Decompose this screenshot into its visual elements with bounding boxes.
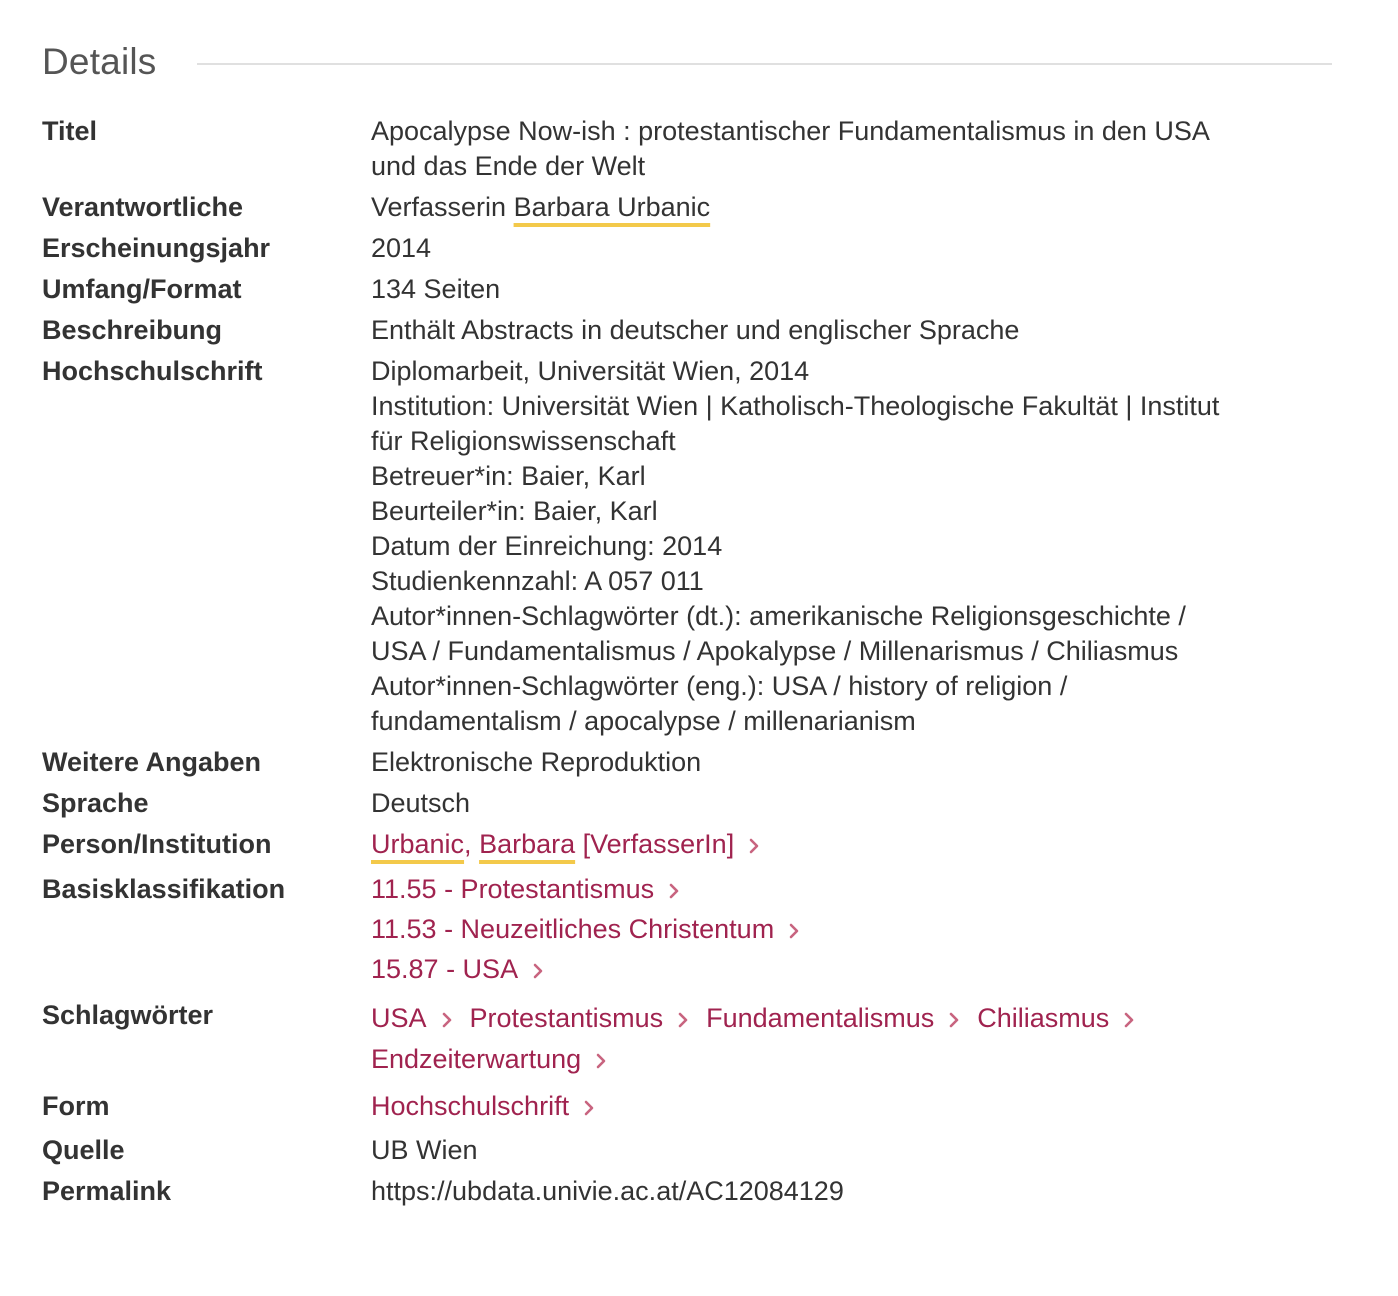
label-permalink: Permalink	[42, 1176, 172, 1206]
section-title: Details	[42, 41, 157, 82]
classification-link[interactable]: 11.53 - Neuzeitliches Christentum	[371, 914, 775, 944]
row-verantwortliche	[42, 190, 1342, 225]
classification-item	[371, 872, 1332, 907]
keyword-link[interactable]: Fundamentalismus	[706, 1003, 935, 1033]
thesis-line: Diplomarbeit, Universität Wien, 2014	[371, 356, 810, 386]
chevron-right-icon[interactable]	[532, 962, 545, 980]
keyword-item	[977, 998, 1136, 1039]
label-sprache: Sprache	[42, 788, 149, 818]
keyword-item	[371, 998, 454, 1039]
row-schlagwoerter	[42, 998, 1342, 1080]
keyword-item	[470, 998, 691, 1039]
row-person	[42, 827, 1342, 862]
classification-link[interactable]: 11.55 - Protestantismus	[371, 874, 655, 904]
thesis-line: Autor*innen-Schlagwörter (dt.): amerikanische Religionsgeschichte /	[371, 601, 1186, 631]
value-permalink: https://ubdata.univie.ac.at/AC12084129	[371, 1176, 844, 1206]
label-schlagwoerter: Schlagwörter	[42, 1000, 214, 1030]
row-form	[42, 1086, 1342, 1127]
value-quelle: UB Wien	[371, 1135, 478, 1165]
chevron-right-icon[interactable]	[748, 837, 761, 855]
label-hochschulschrift: Hochschulschrift	[42, 356, 263, 386]
thesis-line: Betreuer*in: Baier, Karl	[371, 461, 646, 491]
value-erscheinungsjahr: 2014	[371, 233, 432, 263]
row-hochschulschrift	[42, 354, 1342, 739]
value-hochschulschrift	[371, 354, 1342, 739]
label-erscheinungsjahr: Erscheinungsjahr	[42, 233, 271, 263]
thesis-line: Datum der Einreichung: 2014	[371, 531, 723, 561]
thesis-line: Studienkennzahl: A 057 011	[371, 566, 704, 596]
row-permalink	[42, 1174, 1342, 1209]
value-basisklassifikation	[371, 872, 1342, 992]
chevron-right-icon[interactable]	[677, 1011, 690, 1029]
thesis-line: Beurteiler*in: Baier, Karl	[371, 496, 658, 526]
keyword-link[interactable]: Chiliasmus	[977, 1003, 1110, 1033]
keyword-link[interactable]: Endzeiterwartung	[371, 1044, 582, 1074]
thesis-line: Autor*innen-Schlagwörter (eng.): USA / history of religion /	[371, 671, 1068, 701]
titel-line: und das Ende der Welt	[371, 151, 646, 181]
keyword-link[interactable]: USA	[371, 1003, 427, 1033]
thesis-line: USA / Fundamentalismus / Apokalypse / Millenarismus / Chiliasmus	[371, 636, 1179, 666]
keyword-item	[371, 1039, 608, 1080]
label-umfang: Umfang/Format	[42, 274, 242, 304]
value-umfang: 134 Seiten	[371, 274, 501, 304]
author-name: Barbara Urbanic	[513, 192, 711, 222]
section-header	[42, 38, 1332, 86]
person-surname: Urbanic	[371, 829, 465, 859]
chevron-right-icon[interactable]	[948, 1011, 961, 1029]
value-weitere-angaben: Elektronische Reproduktion	[371, 747, 702, 777]
keyword-link[interactable]: Protestantismus	[469, 1003, 664, 1033]
label-titel: Titel	[42, 116, 98, 146]
label-beschreibung: Beschreibung	[42, 315, 223, 345]
label-basisklassifikation: Basisklassifikation	[42, 874, 286, 904]
role-prefix: Verfasserin	[371, 192, 514, 222]
section-divider	[197, 63, 1333, 65]
titel-line: Apocalypse Now-ish : protestantischer Fundamentalismus in den USA	[371, 116, 1210, 146]
row-erscheinungsjahr	[42, 231, 1342, 266]
classification-link[interactable]: 15.87 - USA	[371, 954, 519, 984]
label-quelle: Quelle	[42, 1135, 125, 1165]
person-link[interactable]	[371, 829, 734, 859]
value-beschreibung: Enthält Abstracts in deutscher und englischer Sprache	[371, 315, 1020, 345]
row-titel	[42, 114, 1342, 184]
label-form: Form	[42, 1091, 110, 1121]
keyword-item	[706, 998, 961, 1039]
chevron-right-icon[interactable]	[441, 1011, 454, 1029]
value-verantwortliche	[371, 190, 1342, 225]
thesis-line: fundamentalism / apocalypse / millenarianism	[371, 706, 916, 736]
chevron-right-icon[interactable]	[595, 1052, 608, 1070]
label-weitere-angaben: Weitere Angaben	[42, 747, 262, 777]
classification-item	[371, 952, 1332, 987]
value-sprache: Deutsch	[371, 788, 471, 818]
form-link[interactable]: Hochschulschrift	[371, 1091, 570, 1121]
label-person: Person/Institution	[42, 829, 272, 859]
label-verantwortliche: Verantwortliche	[42, 192, 244, 222]
value-titel	[371, 114, 1342, 184]
chevron-right-icon[interactable]	[788, 922, 801, 940]
row-sprache	[42, 786, 1342, 821]
person-forename: Barbara	[479, 829, 576, 859]
classification-item	[371, 912, 1332, 947]
row-umfang	[42, 272, 1342, 307]
chevron-right-icon[interactable]	[583, 1099, 596, 1117]
row-beschreibung	[42, 313, 1342, 348]
row-quelle	[42, 1133, 1342, 1168]
row-basisklassifikation	[42, 872, 1342, 992]
value-schlagwoerter	[371, 998, 1342, 1080]
chevron-right-icon[interactable]	[668, 882, 681, 900]
value-form	[371, 1086, 1342, 1127]
person-separator: ,	[464, 829, 480, 859]
chevron-right-icon[interactable]	[1123, 1011, 1136, 1029]
thesis-line: für Religionswissenschaft	[371, 426, 676, 456]
thesis-line: Institution: Universität Wien | Katholisch-Theologische Fakultät | Institut	[371, 391, 1220, 421]
person-role: [VerfasserIn]	[575, 829, 735, 859]
row-weitere-angaben	[42, 745, 1342, 780]
value-person	[371, 827, 1342, 862]
details-table	[42, 114, 1342, 1209]
